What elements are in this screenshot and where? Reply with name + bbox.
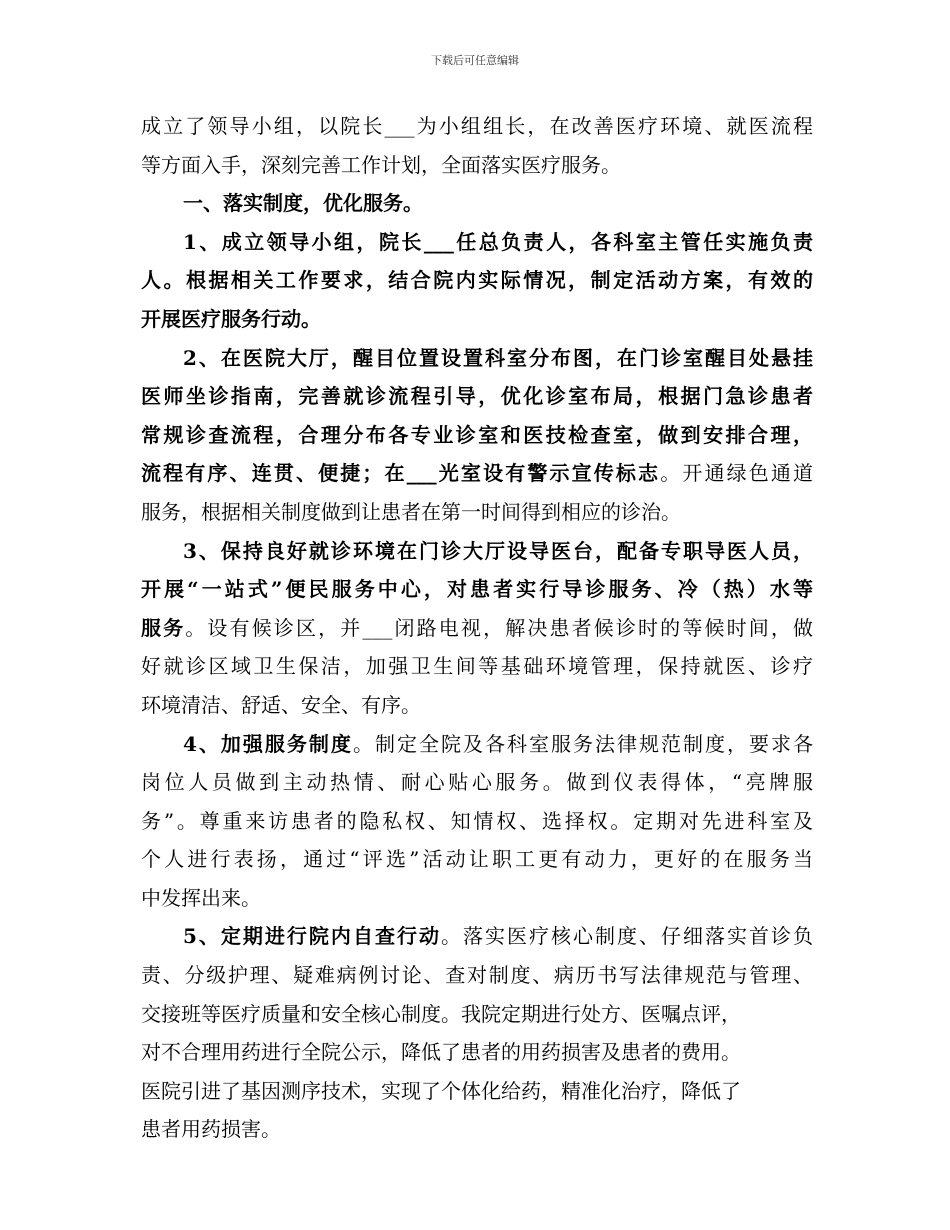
bold-text-segment: 开展医疗服务行动。	[141, 306, 321, 331]
text-line	[141, 995, 813, 1034]
text-line	[141, 532, 813, 571]
text-segment: 环境清洁、舒适、安全、有序。	[141, 692, 421, 717]
text-line	[141, 454, 813, 493]
bold-text-segment: 人。根据相关工作要求，结合院内实际情况，制定活动方案，有效的	[141, 268, 813, 293]
text-line	[141, 686, 813, 725]
text-segment: 对不合理用药进行全院公示，降低了患者的用药损害及患者的费用。	[141, 1040, 741, 1065]
text-line	[141, 146, 813, 185]
text-line	[141, 725, 813, 764]
text-line	[141, 300, 813, 339]
text-line	[141, 1072, 813, 1111]
text-segment: 患者用药损害。	[141, 1117, 281, 1142]
text-line	[141, 917, 813, 956]
text-line	[141, 647, 813, 686]
document-body	[141, 107, 813, 1149]
text-line	[141, 763, 813, 802]
bold-text-segment: 2、在医院大厅，醒目位置设置科室分布图，在门诊室醒目处悬挂	[183, 345, 813, 370]
text-line	[141, 609, 813, 648]
text-segment: 服务，根据相关制度做到让患者在第一时间得到相应的诊治。	[141, 499, 681, 524]
text-segment: 交接班等医疗质量和安全核心制度。我院定期进行处方、医嘱点评，	[141, 1001, 741, 1026]
text-segment: 务”。尊重来访患者的隐私权、知情权、选择权。定期对先进科室及	[141, 808, 813, 833]
text-line	[141, 261, 813, 300]
bold-text-segment: 一、落实制度，优化服务。	[183, 191, 423, 216]
text-line	[141, 416, 813, 455]
text-segment: 。制定全院及各科室服务法律规范制度，要求各	[352, 731, 813, 756]
text-segment: 责、分级护理、疑难病例讨论、查对制度、病历书写法律规范与管理、	[141, 963, 813, 988]
text-line	[141, 339, 813, 378]
text-line	[141, 377, 813, 416]
bold-text-segment: 5、定期进行院内自查行动	[183, 924, 441, 949]
text-segment: 好就诊区域卫生保洁，加强卫生间等基础环境管理，保持就医、诊疗	[141, 654, 813, 679]
text-line	[141, 107, 813, 146]
bold-text-segment: 常规诊查流程，合理分布各专业诊室和医技检查室，做到安排合理，	[141, 422, 813, 447]
text-segment: 。开通绿色通道	[660, 461, 813, 486]
bold-text-segment: 流程有序、连贯、便捷；在___光室设有警示宣传标志	[141, 461, 661, 486]
text-line	[141, 570, 813, 609]
text-segment: 。落实医疗核心制度、仔细落实首诊负	[440, 924, 813, 949]
bold-text-segment: 开展“一站式”便民服务中心，对患者实行导诊服务、冷（热）水等	[141, 577, 813, 602]
bold-text-segment: 4、加强服务制度	[183, 731, 353, 756]
text-line	[141, 493, 813, 532]
bold-text-segment: 1、成立领导小组，院长___任总负责人，各科室主管任实施负责	[183, 229, 813, 254]
text-segment: 岗位人员做到主动热情、耐心贴心服务。做到仪表得体，“亮牌服	[141, 770, 813, 795]
text-segment: 成立了领导小组，以院长___为小组组长，在改善医疗环境、就医流程	[141, 114, 813, 138]
bold-text-segment: 3、保持良好就诊环境在门诊大厅设导医台，配备专职导医人员，	[183, 538, 813, 563]
text-segment: 。设有候诊区，并___闭路电视，解决患者候诊时的等候时间，做	[185, 615, 813, 640]
text-segment: 等方面入手，深刻完善工作计划，全面落实医疗服务。	[141, 152, 621, 177]
text-line	[141, 956, 813, 995]
text-segment: 个人进行表扬，通过“评选”活动让职工更有动力，更好的在服务当	[141, 847, 813, 872]
bold-text-segment: 服务	[141, 615, 186, 640]
page-header-note: 下载后可任意编辑	[431, 54, 519, 67]
bold-text-segment: 医师坐诊指南，完善就诊流程引导，优化诊室布局，根据门急诊患者	[141, 384, 813, 409]
text-line	[141, 840, 813, 879]
text-segment: 医院引进了基因测序技术，实现了个体化给药，精准化治疗，降低了	[141, 1078, 741, 1103]
text-line	[141, 879, 813, 918]
text-line	[141, 1110, 813, 1149]
text-line	[141, 223, 813, 262]
text-segment: 中发挥出来。	[141, 885, 261, 910]
text-line	[141, 184, 813, 223]
text-line	[141, 802, 813, 841]
text-line	[141, 1033, 813, 1072]
